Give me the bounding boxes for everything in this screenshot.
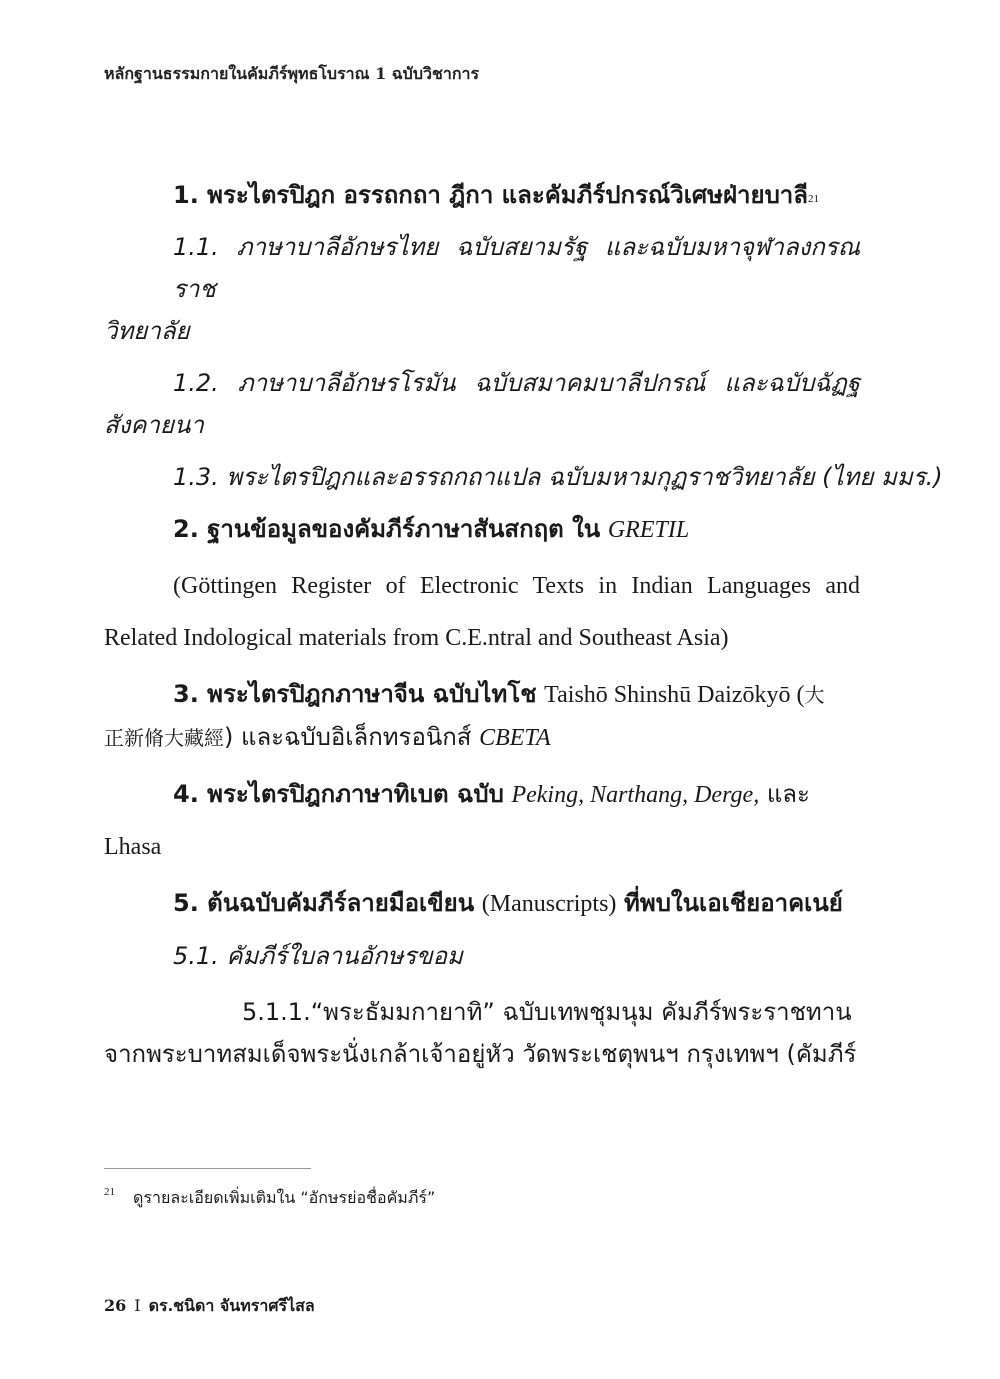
- item-1-2-line-2: สังคายนา: [104, 411, 204, 439]
- and-word: และ: [766, 780, 810, 808]
- item-1-2-line-1: 1.2. ภาษาบาลีอักษรโรมัน ฉบับสมาคมบาลีปกรณ์ และฉบับฉัฏฐ: [173, 369, 860, 397]
- footnote: [104, 1186, 435, 1211]
- gretil-label: GRETIL: [607, 517, 690, 543]
- page-footer: [104, 1294, 315, 1319]
- page-body: [104, 174, 943, 1075]
- tibetan-editions: Peking, Narthang, Derge,: [511, 782, 760, 808]
- item-1-1-line-1: 1.1. ภาษาบาลีอักษรไทย ฉบับสยามรัฐ และฉบับมหาจุฬาลงกรณราช: [173, 233, 860, 303]
- footnote-ref[interactable]: 21: [807, 193, 819, 205]
- footer-separator: I: [134, 1296, 141, 1315]
- taisho-cjk-a: 大: [804, 683, 825, 707]
- footnote-text: ดูรายละเอียดเพิ่มเติมใน “อักษรย่อชื่อคัมภีร์”: [133, 1188, 436, 1207]
- section-2-title: 2. ฐานข้อมูลของคัมภีร์ภาษาสันสกฤต ใน: [173, 515, 601, 543]
- section-4-line-2: Lhasa: [104, 834, 162, 860]
- item-1-3: 1.3. พระไตรปิฎกและอรรถกถาแปล ฉบับมหามกุฏราชวิทยาลัย (ไทย มมร.): [173, 463, 943, 491]
- taisho-cjk-b: 正新脩大藏經: [104, 726, 224, 750]
- section-5-title-b: ที่พบในเอเชียอาคเนย์: [624, 889, 843, 917]
- section-3-line-2: [104, 716, 860, 759]
- page-number: 26: [104, 1296, 127, 1315]
- section-3-title: 3. พระไตรปิฎกภาษาจีน ฉบับไทโช: [173, 680, 537, 708]
- taisho-label: Taishō Shinshū Daizōkyō (: [544, 682, 805, 708]
- section-4-heading: [104, 773, 860, 816]
- item-5-1-1-line-2: จากพระบาทสมเด็จพระนั่งเกล้าเจ้าอยู่หัว วัดพระเชตุพนฯ กรุงเทพฯ (คัมภีร์: [104, 1040, 857, 1068]
- section-1-heading: [104, 174, 860, 216]
- section-3-heading: [104, 673, 860, 716]
- footnote-number: 21: [104, 1186, 115, 1198]
- item-5-1: 5.1. คัมภีร์ใบลานอักษรขอม: [173, 942, 463, 970]
- manuscripts-label: (Manuscripts): [481, 891, 617, 917]
- gretil-desc-line-2: Related Indological materials from C.E.ntral and Southeast Asia): [104, 625, 729, 651]
- gretil-desc-line-1: (Göttingen Register of Electronic Texts in Indian Languages and: [173, 573, 860, 599]
- author-name: ดร.ชนิดา จันทราศรีไสล: [148, 1296, 315, 1315]
- running-header: หลักฐานธรรมกายในคัมภีร์พุทธโบราณ 1 ฉบับวิชาการ: [104, 64, 480, 83]
- footnote-divider: [104, 1168, 311, 1169]
- cbeta-label: CBETA: [479, 725, 551, 751]
- item-5-1-1-line-1: 5.1.1.“พระธัมมกายาทิ” ฉบับเทพชุมนุม คัมภีร์พระราชทาน: [242, 998, 852, 1026]
- section-5-heading: [104, 882, 860, 925]
- item-1-1-line-2: วิทยาลัย: [104, 317, 190, 345]
- section-4-title: 4. พระไตรปิฎกภาษาทิเบต ฉบับ: [173, 780, 504, 808]
- section-2-heading: [104, 508, 860, 551]
- section-5-title-a: 5. ต้นฉบับคัมภีร์ลายมือเขียน: [173, 889, 475, 917]
- section-1-title: 1. พระไตรปิฎก อรรถกถา ฎีกา และคัมภีร์ปกรณ์วิเศษฝ่ายบาลี: [173, 181, 808, 209]
- cbeta-intro: ) และฉบับอิเล็กทรอนิกส์: [224, 723, 472, 751]
